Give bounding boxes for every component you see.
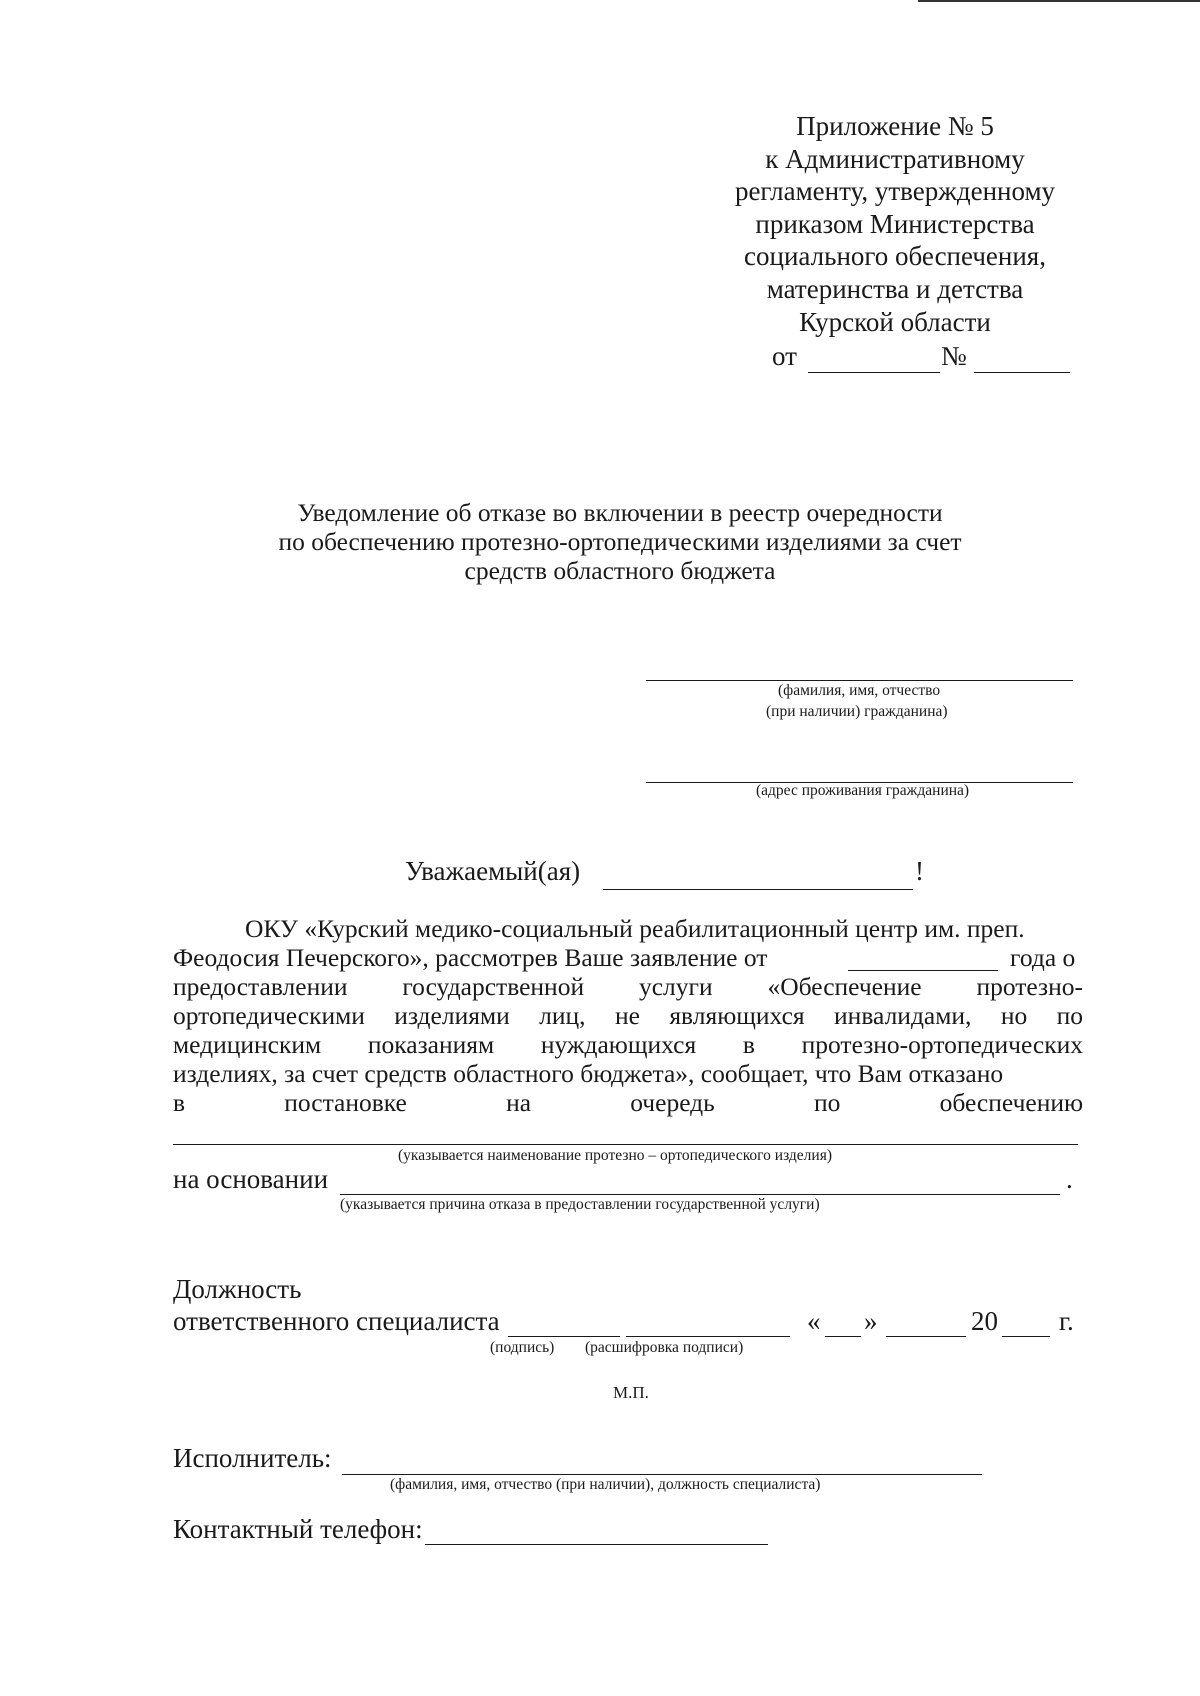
appendix-line: приказом Министерства xyxy=(755,208,1035,239)
word: на xyxy=(506,1088,532,1117)
recipient-name-hint: (фамилия, имя, отчество xyxy=(778,682,941,699)
word: по xyxy=(1056,1001,1084,1030)
body-line-2-end: года о xyxy=(1010,943,1076,972)
application-date-blank[interactable] xyxy=(848,970,998,971)
word: в xyxy=(173,1088,186,1117)
recipient-name-hint-2: (при наличии) гражданина) xyxy=(766,703,948,720)
appendix-date-label: от xyxy=(772,341,797,371)
word: обеспечению xyxy=(939,1088,1084,1117)
word: услуги xyxy=(638,972,713,1001)
word: по xyxy=(813,1088,841,1117)
word: постановке xyxy=(284,1088,407,1117)
word: показаниям xyxy=(367,1030,495,1059)
word: медицинским xyxy=(173,1030,322,1059)
word: ортопедическими xyxy=(173,1001,365,1030)
date-quote-open: « xyxy=(807,1306,821,1336)
word: государственной xyxy=(402,972,585,1001)
executor-blank[interactable] xyxy=(342,1474,982,1475)
body-line-3 xyxy=(173,972,1083,1002)
appendix-number-sign: № xyxy=(941,341,967,371)
position-label-1: Должность xyxy=(173,1274,302,1304)
appendix-line: Приложение № 5 xyxy=(796,111,994,141)
year-suffix: г. xyxy=(1059,1306,1074,1336)
title-line: Уведомление об отказе во включении в реестр очередности xyxy=(297,498,943,527)
word: протезно-ортопедических xyxy=(801,1030,1084,1059)
word: предоставлении xyxy=(173,972,348,1001)
reason-hint: (указывается причина отказа в предоставлении государственной услуги) xyxy=(340,1196,820,1213)
appendix-line: к Административному xyxy=(765,143,1025,174)
word: в xyxy=(742,1030,755,1059)
executor-hint: (фамилия, имя, отчество (при наличии), должность специалиста) xyxy=(390,1476,821,1493)
product-hint: (указывается наименование протезно – ортопедического изделия) xyxy=(398,1147,833,1164)
body-line-7 xyxy=(173,1088,1083,1118)
body-line-6: изделиях, за счет средств областного бюджета», сообщает, что Вам отказано xyxy=(173,1059,1004,1088)
appendix-date-blank[interactable] xyxy=(808,372,940,373)
appendix-line: регламенту, утвержденному xyxy=(734,176,1056,207)
basis-period: . xyxy=(1066,1164,1073,1194)
top-edge-rule xyxy=(918,0,1200,2)
position-label-2: ответственного специалиста xyxy=(173,1306,500,1336)
stamp-label: М.П. xyxy=(613,1383,649,1402)
word: очередь xyxy=(630,1088,715,1117)
greeting-name-blank[interactable] xyxy=(603,889,913,890)
contact-phone-blank[interactable] xyxy=(425,1544,768,1545)
word: но xyxy=(1000,1001,1028,1030)
greeting-exclamation: ! xyxy=(915,856,924,886)
year-prefix: 20 xyxy=(971,1306,998,1336)
month-blank[interactable] xyxy=(886,1336,966,1337)
signature-hint: (подпись) xyxy=(490,1339,555,1356)
title-line: по обеспечению протезно-ортопедическими изделиями за счет xyxy=(278,527,962,556)
word: не xyxy=(614,1001,640,1030)
executor-label: Исполнитель: xyxy=(173,1443,332,1473)
contact-phone-label: Контактный телефон: xyxy=(173,1514,423,1544)
appendix-line: Курской области xyxy=(799,306,991,337)
appendix-header xyxy=(690,110,1100,338)
decode-hint: (расшифровка подписи) xyxy=(585,1339,744,1356)
day-blank[interactable] xyxy=(825,1336,861,1337)
word: лиц, xyxy=(539,1001,586,1030)
title-line: средств областного бюджета xyxy=(464,556,776,585)
body-line-5 xyxy=(173,1030,1083,1060)
year-blank[interactable] xyxy=(1002,1336,1050,1337)
appendix-line: социального обеспечения, xyxy=(744,241,1046,272)
refusal-reason-blank[interactable] xyxy=(340,1194,1060,1195)
word: протезно- xyxy=(976,972,1084,1001)
word: инвалидами, xyxy=(834,1001,972,1030)
recipient-address-hint: (адрес проживания гражданина) xyxy=(756,782,970,799)
word: «Обеспечение xyxy=(767,972,922,1001)
basis-label: на основании xyxy=(173,1164,329,1194)
recipient-name-blank[interactable] xyxy=(646,680,1073,681)
product-name-blank[interactable] xyxy=(173,1144,1078,1145)
greeting-label: Уважаемый(ая) xyxy=(405,856,581,886)
word: нуждающихся xyxy=(540,1030,697,1059)
body-line-1: ОКУ «Курский медико-социальный реабилитационный центр им. преп. xyxy=(245,914,1025,943)
signature-decode-blank[interactable] xyxy=(626,1336,790,1337)
date-quote-close: » xyxy=(864,1306,878,1336)
body-line-2-start: Феодосия Печерского», рассмотрев Ваше заявление от xyxy=(173,943,768,972)
word: являющихся xyxy=(669,1001,805,1030)
body-line-4 xyxy=(173,1001,1083,1031)
document-title xyxy=(240,498,1000,585)
appendix-number-blank[interactable] xyxy=(974,372,1070,373)
signature-blank[interactable] xyxy=(508,1336,620,1337)
word: изделиями xyxy=(394,1001,510,1030)
appendix-line: материнства и детства xyxy=(766,273,1024,304)
